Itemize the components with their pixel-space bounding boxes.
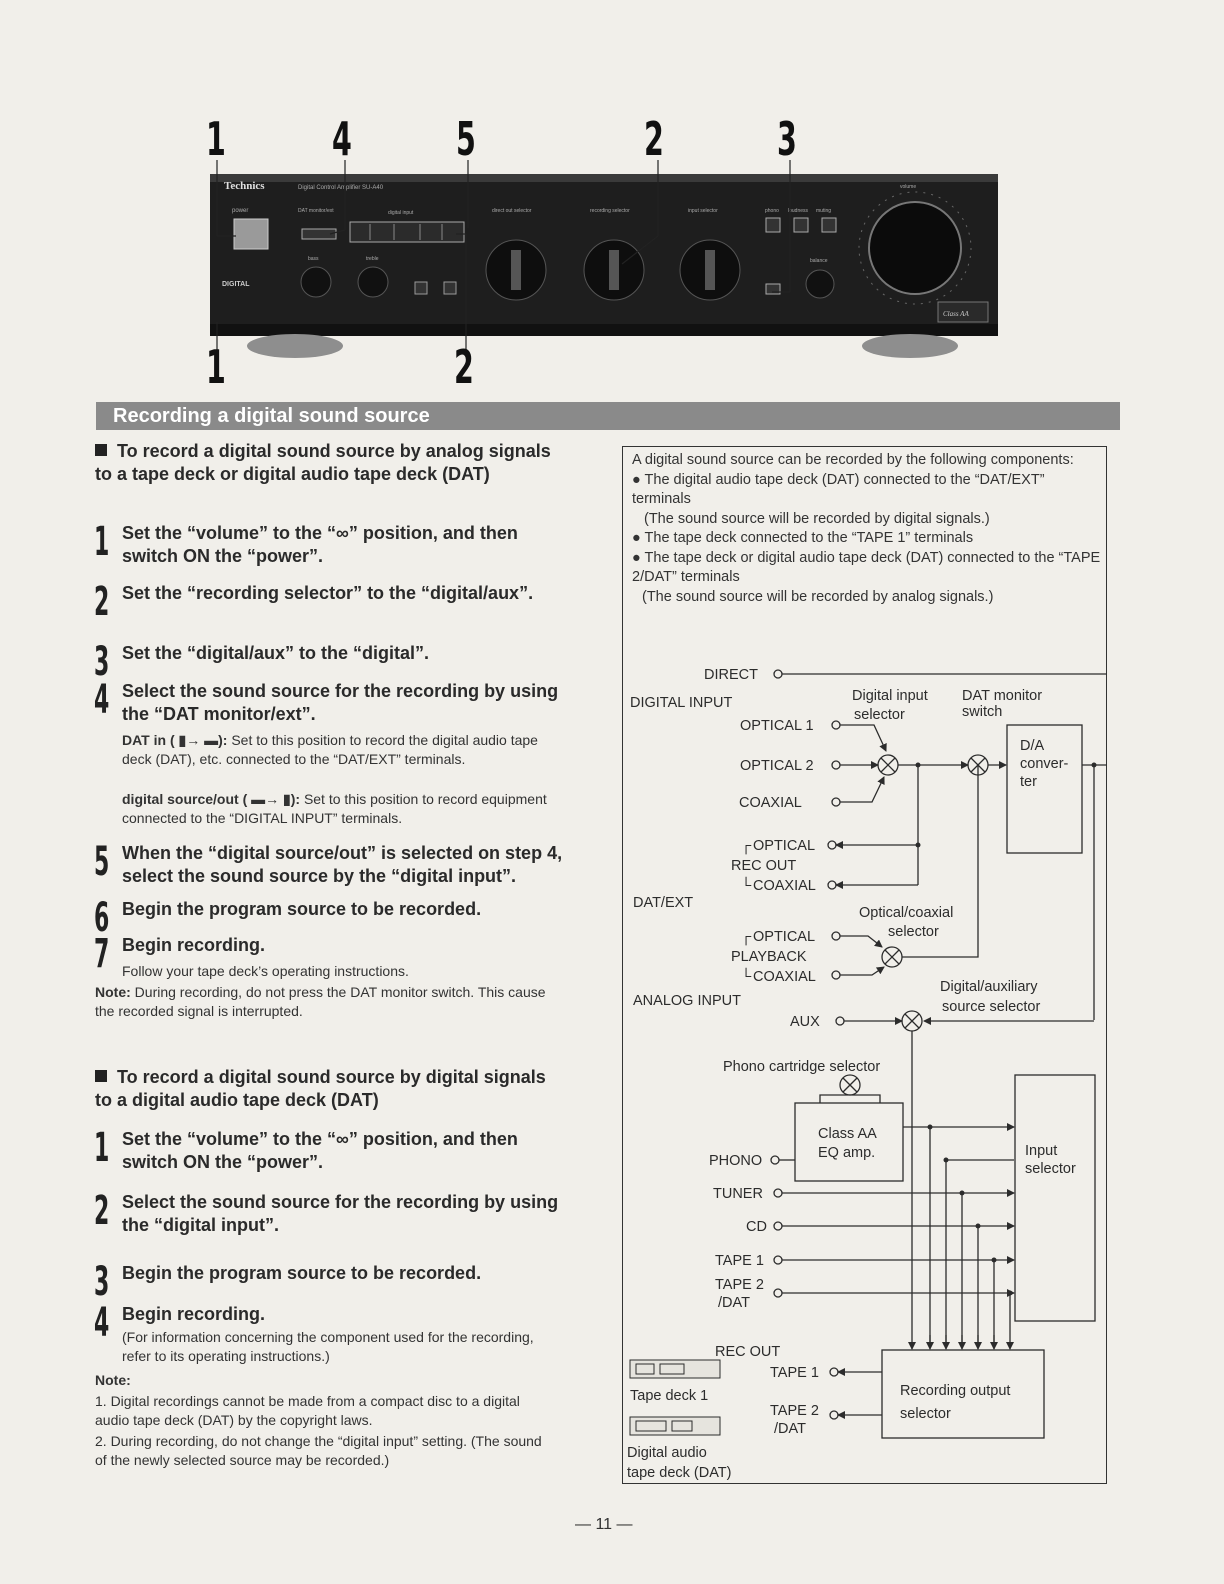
label-tape2-1: TAPE 2 — [715, 1277, 764, 1293]
label-rec-out: REC OUT — [731, 858, 797, 874]
label-cd: CD — [746, 1219, 767, 1235]
bracket-bottom: └ — [741, 878, 752, 894]
digital-source-label: digital source/out ( ▬→ ▮): — [122, 791, 301, 807]
analog-note-label: Note: — [95, 984, 131, 1000]
analog-step-1-num: 1 — [94, 519, 110, 565]
label-digaux-2: source selector — [942, 999, 1041, 1015]
dat-in-label: DAT in ( ▮→ ▬): — [122, 732, 228, 748]
label-pb-optical: OPTICAL — [753, 929, 816, 945]
analog-step-3-text: Set the “digital/aux” to the “digital”. — [122, 643, 430, 663]
label-rec-sel-2: selector — [900, 1406, 951, 1422]
label-out-tape2-2: /DAT — [774, 1421, 806, 1437]
analog-step-3-num: 3 — [94, 639, 110, 685]
label-out-tape2-1: TAPE 2 — [770, 1403, 819, 1419]
analog-step-7-num: 7 — [94, 931, 110, 977]
digital-step-4-num: 4 — [94, 1300, 110, 1346]
callout-2: 2 — [644, 112, 664, 166]
label-input-sel-1: Input — [1025, 1143, 1058, 1159]
bracket-bottom-2: └ — [741, 969, 752, 985]
label-rec-sel-1: Recording output — [900, 1383, 1011, 1399]
callout-bottom-1: 1 — [206, 340, 226, 394]
dat-in-text: Set to this position to record the digital audio tape deck (DAT), etc. connected to the “DAT/EXT” terminals. — [122, 732, 538, 767]
callout-5: 5 — [456, 112, 476, 166]
analog-step-5-text: When the “digital source/out” is selected on step 4, select the sound source by the “digital input”. — [122, 843, 563, 886]
bass-label: bass — [308, 256, 319, 262]
digital-step-4-detail: (For information concerning the component used for the recording, refer to its operating instructions.) — [122, 1329, 534, 1364]
dat-in-description — [122, 731, 552, 769]
analog-note — [95, 983, 565, 1021]
digital-heading — [95, 1066, 565, 1112]
analog-heading — [95, 440, 565, 486]
signal-flow-diagram — [622, 655, 1107, 1485]
label-da-2: conver- — [1020, 756, 1069, 772]
label-dat-deck-2: tape deck (DAT) — [627, 1465, 732, 1481]
dat-monitor-label: DAT monitor/ext — [298, 208, 334, 214]
label-tape1: TAPE 1 — [715, 1253, 764, 1269]
analog-step-7-text: Begin recording. — [122, 935, 266, 955]
intro-text — [632, 451, 1102, 607]
digital-note-label: Note: — [95, 1372, 131, 1388]
intro-item-2: ● The tape deck connected to the “TAPE 1” terminals — [632, 530, 974, 546]
amp-brand: Technics — [224, 180, 265, 192]
label-tape2-2: /DAT — [718, 1295, 750, 1311]
analog-step-6-num: 6 — [94, 895, 110, 941]
analog-step-4-text: Select the sound source for the recording by using the “DAT monitor/ext”. — [122, 681, 559, 724]
label-da-3: ter — [1020, 774, 1037, 790]
label-dat-monitor-1: DAT monitor — [962, 688, 1043, 704]
label-da-1: D/A — [1020, 738, 1045, 754]
callout-leader-lines — [0, 0, 1224, 400]
label-analog-input: ANALOG INPUT — [633, 993, 741, 1009]
label-optcoax-2: selector — [888, 924, 939, 940]
label-optical-1: OPTICAL 1 — [740, 718, 814, 734]
analog-note-text: During recording, do not press the DAT monitor switch. This cause the recorded signal is interrupted. — [95, 984, 546, 1019]
digital-step-1-text: Set the “volume” to the “∞” position, and then switch ON the “power”. — [122, 1129, 518, 1172]
digital-step-4-text: Begin recording. — [122, 1304, 266, 1324]
dat-deck-icon — [630, 1417, 720, 1435]
intro-item-1: ● The digital audio tape deck (DAT) connected to the “DAT/EXT” terminals — [632, 471, 1045, 507]
label-digital-input-selector-2: selector — [854, 707, 905, 723]
analog-heading-text: To record a digital sound source by analog signals to a tape deck or digital audio tape deck (DAT) — [95, 441, 551, 484]
label-dat-monitor-2: switch — [962, 704, 1003, 720]
digital-step-2-num: 2 — [94, 1188, 110, 1234]
digital-heading-text: To record a digital sound source by digital signals to a digital audio tape deck (DAT) — [95, 1067, 546, 1110]
label-optcoax-1: Optical/coaxial — [859, 905, 954, 921]
label-out-tape1: TAPE 1 — [770, 1365, 819, 1381]
direct-out-label: direct out selector — [492, 208, 532, 214]
section-title: Recording a digital sound source — [113, 405, 430, 427]
intro-lead: A digital sound source can be recorded by the following components: — [632, 452, 1074, 468]
balance-label: balance — [810, 258, 828, 264]
digital-note-1: 1. Digital recordings cannot be made from a compact disc to a digital audio tape deck (DAT) by the copyright laws. — [95, 1393, 520, 1428]
digital-input-label: digital input — [388, 210, 414, 216]
analog-step-5-num: 5 — [94, 839, 110, 885]
callout-3: 3 — [777, 112, 797, 166]
callout-4: 4 — [332, 112, 352, 166]
label-direct: DIRECT — [704, 667, 758, 683]
label-aux: AUX — [790, 1014, 820, 1030]
bullet-square — [95, 1070, 107, 1082]
label-digaux-1: Digital/auxiliary — [940, 979, 1038, 995]
analog-step-1-text: Set the “volume” to the “∞” position, and then switch ON the “power”. — [122, 523, 518, 566]
digital-step-3-text: Begin the program source to be recorded. — [122, 1263, 482, 1283]
phono-label: phono — [765, 208, 779, 214]
label-playback: PLAYBACK — [731, 949, 807, 965]
label-input-sel-2: selector — [1025, 1161, 1076, 1177]
label-tape-deck: Tape deck 1 — [630, 1388, 709, 1404]
analog-step-4-num: 4 — [94, 677, 110, 723]
label-eq-2: EQ amp. — [818, 1145, 876, 1161]
analog-step-7-detail: Follow your tape deck’s operating instructions. — [122, 963, 409, 979]
bracket-top: ┌ — [741, 838, 752, 854]
analog-step-2-num: 2 — [94, 579, 110, 625]
class-aa-logo: Class AA — [943, 310, 969, 318]
label-digital-input-selector-1: Digital input — [852, 688, 928, 704]
label-rec-out-2: REC OUT — [715, 1344, 781, 1360]
callout-1: 1 — [206, 112, 226, 166]
label-coaxial: COAXIAL — [739, 795, 802, 811]
label-optical-2: OPTICAL 2 — [740, 758, 814, 774]
label-phono: PHONO — [709, 1153, 763, 1169]
power-label: power — [232, 208, 249, 214]
label-rec-out-coaxial: COAXIAL — [753, 878, 816, 894]
label-dat-ext: DAT/EXT — [633, 895, 694, 911]
digital-logo: DIGITAL — [222, 281, 250, 288]
label-digital-input: DIGITAL INPUT — [630, 695, 733, 711]
digital-step-3-num: 3 — [94, 1259, 110, 1305]
callout-bottom-2: 2 — [454, 340, 474, 394]
intro-item-3-note: (The sound source will be recorded by analog signals.) — [642, 588, 994, 605]
tape-deck-icon — [630, 1360, 720, 1378]
recording-selector-label: recording selector — [590, 208, 630, 214]
input-selector-label: input selector — [688, 208, 718, 214]
treble-label: treble — [366, 256, 379, 262]
digital-source-text: Set to this position to record equipment connected to the “DIGITAL INPUT” terminals. — [122, 791, 547, 826]
label-pb-coaxial: COAXIAL — [753, 969, 816, 985]
label-phono-cart: Phono cartridge selector — [723, 1059, 881, 1075]
bullet-square — [95, 444, 107, 456]
analog-step-6-text: Begin the program source to be recorded. — [122, 899, 482, 919]
bracket-top-2: ┌ — [741, 929, 752, 945]
digital-source-description — [122, 790, 552, 828]
label-dat-deck-1: Digital audio — [627, 1445, 707, 1461]
amp-model: Digital Control Amplifier SU-A40 — [298, 185, 384, 191]
digital-step-1-num: 1 — [94, 1125, 110, 1171]
loudness-label: loudness — [788, 208, 809, 214]
volume-label: volume — [900, 184, 917, 190]
analog-step-2-text: Set the “recording selector” to the “digital/aux”. — [122, 583, 534, 603]
label-rec-out-optical: OPTICAL — [753, 838, 816, 854]
intro-item-3: ● The tape deck or digital audio tape deck (DAT) connected to the “TAPE 2/DAT” terminals — [632, 549, 1101, 585]
muting-label: muting — [816, 208, 832, 214]
digital-step-2-text: Select the sound source for the recording by using the “digital input”. — [122, 1192, 559, 1235]
label-tuner: TUNER — [713, 1186, 763, 1202]
label-eq-1: Class AA — [818, 1126, 877, 1142]
page-number: — 11 — — [575, 1516, 633, 1533]
digital-note-2: 2. During recording, do not change the “digital input” setting. (The sound of the newly selected source may be recorded.) — [95, 1433, 542, 1468]
intro-item-1-note: (The sound source will be recorded by digital signals.) — [644, 510, 990, 527]
